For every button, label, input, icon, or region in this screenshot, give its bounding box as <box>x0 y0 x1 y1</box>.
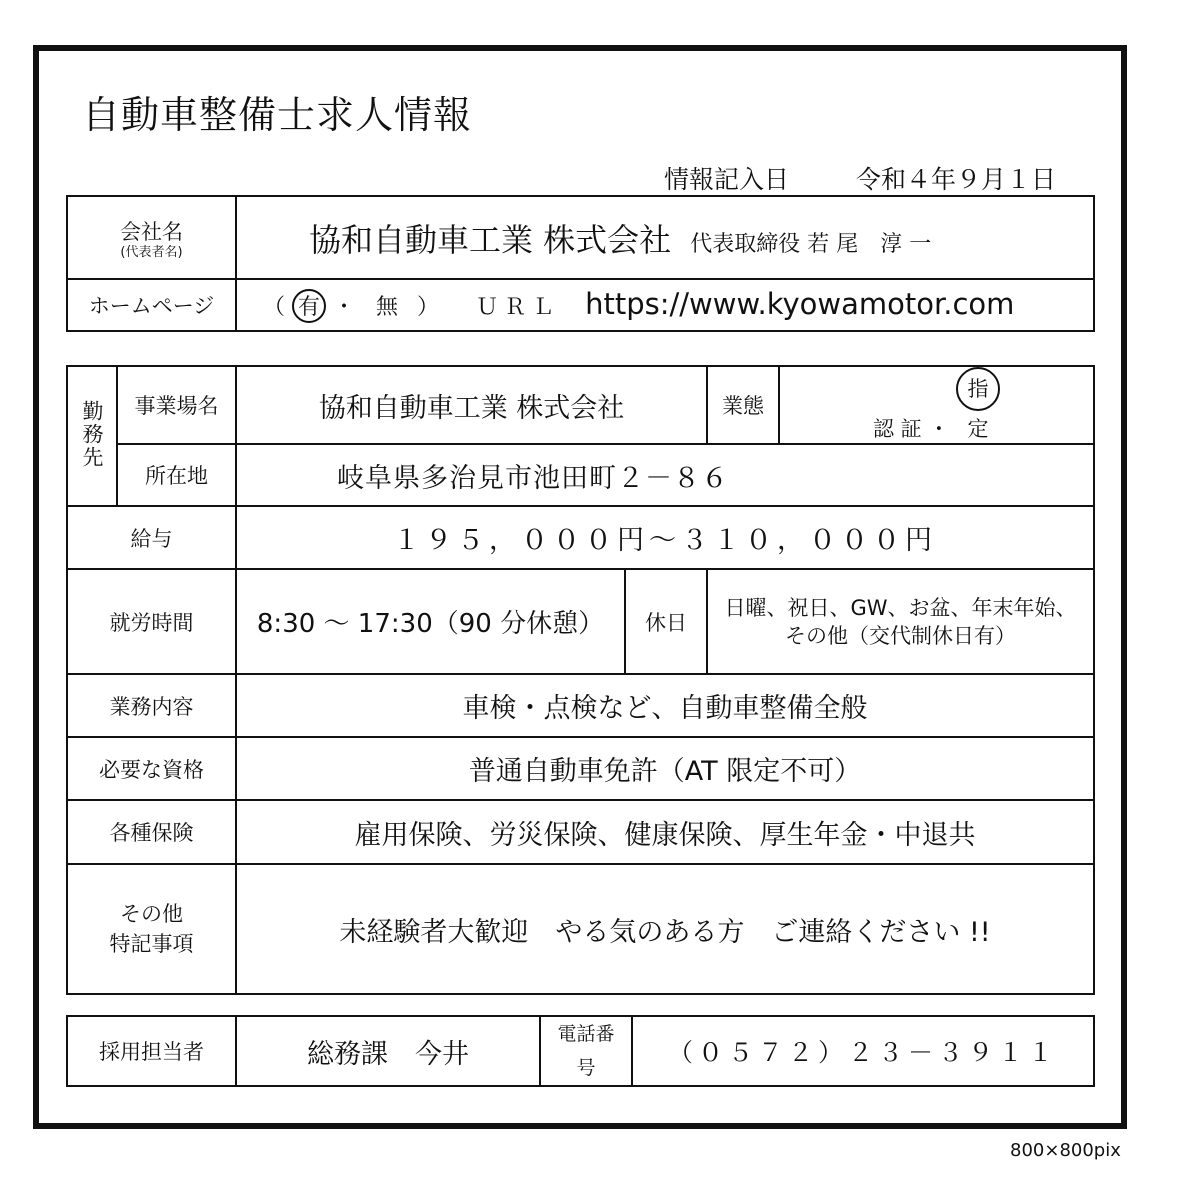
notes-label-line2: 特記事項 <box>109 932 194 956</box>
qualification-label: 必要な資格 <box>67 737 236 800</box>
office-label: 事業場名 <box>117 366 236 444</box>
contact-table <box>66 1015 1095 1087</box>
holidays-label: 休日 <box>625 569 707 674</box>
company-name: 協和自動車工業 株式会社 <box>309 220 672 259</box>
business-type-certified: 認 証 <box>872 417 922 441</box>
hours-label: 就労時間 <box>67 569 236 674</box>
business-type-cell <box>779 366 1094 444</box>
homepage-close-paren: ） <box>417 295 440 320</box>
contact-person-label: 採用担当者 <box>67 1016 236 1086</box>
page-title: 自動車整備士求人情報 <box>82 93 473 137</box>
holidays-value-cell <box>707 569 1094 674</box>
duties-value: 車検・点検など、自動車整備全般 <box>236 674 1094 737</box>
company-table <box>66 195 1095 332</box>
homepage-yes-circled: 有 <box>292 289 326 323</box>
holidays-line1: 日曜、祝日、GW、お盆、年末年始、 <box>724 595 1077 620</box>
homepage-value-cell <box>236 279 1094 331</box>
homepage-url-label: ＵＲＬ <box>476 295 561 320</box>
homepage-open-paren: （ <box>263 295 286 320</box>
insurance-label: 各種保険 <box>67 800 236 864</box>
company-label: 会社名 <box>120 219 183 244</box>
workplace-group-label: 勤務先 <box>80 399 104 469</box>
salary-value: １９５，０００円～３１０，０００円 <box>236 506 1094 569</box>
company-value-cell <box>236 196 1094 279</box>
company-label-cell <box>67 196 236 279</box>
salary-label: 給与 <box>67 506 236 569</box>
homepage-no: 無 <box>376 295 399 320</box>
phone-value: （０５７２）２３－３９１１ <box>632 1016 1094 1086</box>
size-footnote: 800×800pix <box>1010 1140 1121 1161</box>
phone-label-line2: 号 <box>576 1057 596 1079</box>
homepage-url[interactable]: https://www.kyowamotor.com <box>585 287 1015 321</box>
address-value: 岐阜県多治見市池田町２－８６ <box>236 444 1094 506</box>
contact-person: 総務課 今井 <box>236 1016 540 1086</box>
business-type-dot: ・ <box>928 417 950 441</box>
duties-label: 業務内容 <box>67 674 236 737</box>
qualification-value: 普通自動車免許（AT 限定不可） <box>236 737 1094 800</box>
address-label: 所在地 <box>117 444 236 506</box>
business-type-designated-circled: 指 定 <box>956 367 1000 411</box>
notes-label-line1: その他 <box>120 902 183 926</box>
hours-value: 8:30 ～ 17:30（90 分休憩） <box>236 569 625 674</box>
workplace-group-cell <box>67 366 117 506</box>
company-representative: 代表取締役 若 尾 淳 一 <box>690 231 932 257</box>
holidays-line2: その他（交代制休日有） <box>785 623 1016 648</box>
details-table <box>66 365 1095 995</box>
notes-label-cell <box>67 864 236 994</box>
company-sublabel: (代表者名) <box>120 244 183 260</box>
phone-label-cell <box>540 1016 632 1086</box>
entry-date-value: 令和４年９月１日 <box>856 165 1057 194</box>
entry-date-label: 情報記入日 <box>664 165 790 194</box>
homepage-label: ホームページ <box>67 279 236 331</box>
office-name: 協和自動車工業 株式会社 <box>236 366 707 444</box>
notes-value: 未経験者大歓迎 やる気のある方 ご連絡ください !! <box>236 864 1094 994</box>
business-type-label: 業態 <box>707 366 779 444</box>
phone-label-line1: 電話番 <box>557 1023 615 1045</box>
insurance-value: 雇用保険、労災保険、健康保険、厚生年金・中退共 <box>236 800 1094 864</box>
homepage-dot: ・ <box>333 295 356 320</box>
